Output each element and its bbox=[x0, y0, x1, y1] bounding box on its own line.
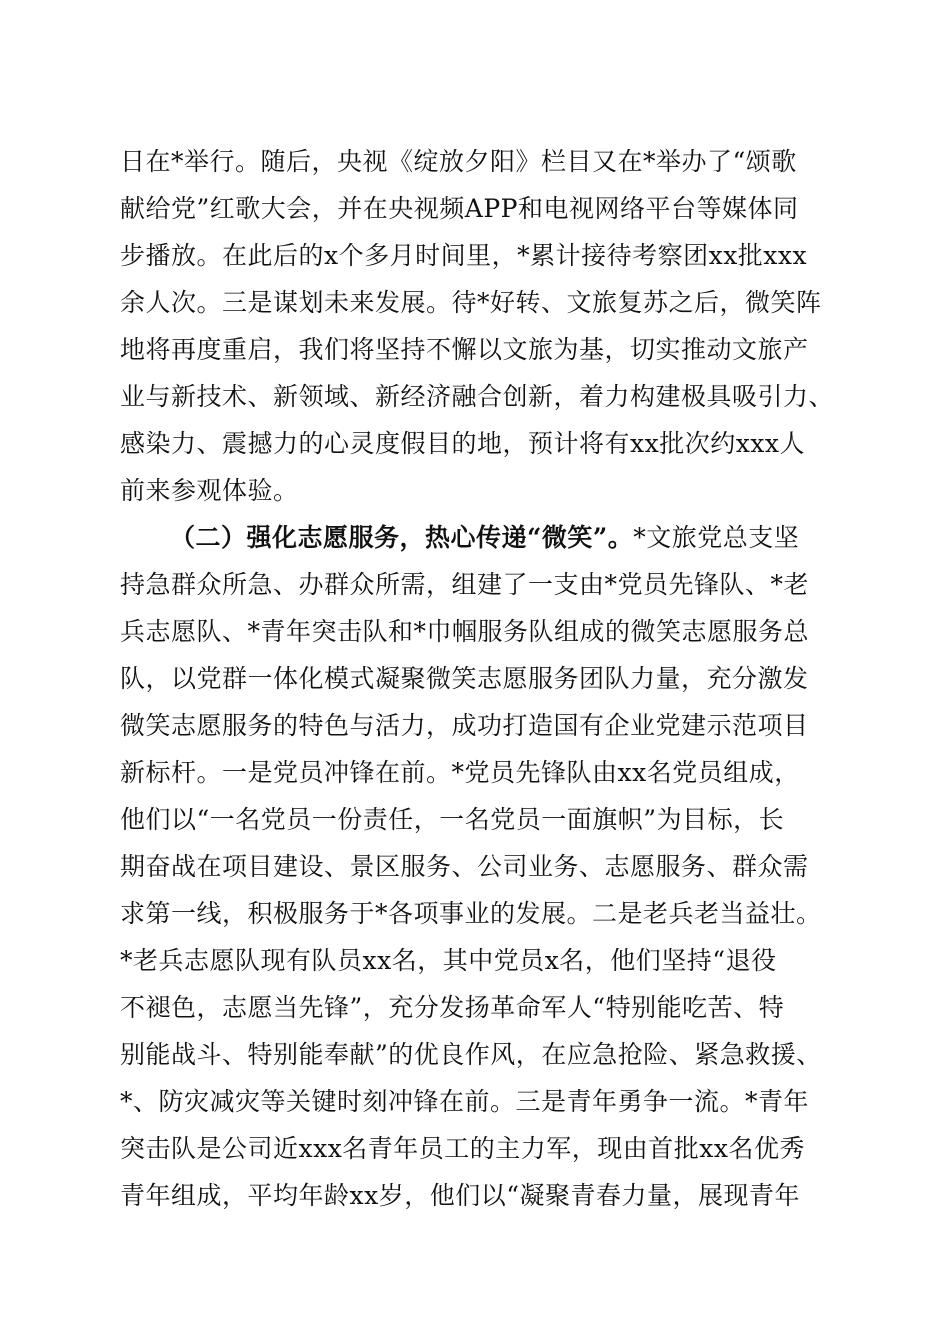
section-heading-continuation: *文旅党总支坚 bbox=[633, 523, 800, 552]
text-line: 献给党”红歌大会，并在央视频APP和电视网络平台等媒体同 bbox=[120, 194, 799, 223]
text-line: 队，以党群一体化模式凝聚微笑志愿服务团队力量，充分激发 bbox=[120, 664, 809, 693]
text-line: 前来参观体验。 bbox=[120, 476, 299, 505]
text-line: 突击队是公司近xxx名青年员工的主力军，现由首批xx名优秀 bbox=[120, 1134, 805, 1163]
text-line: 业与新技术、新领域、新经济融合创新，着力构建极具吸引力、 bbox=[120, 382, 835, 411]
text-line: 不褪色，志愿当先锋”，充分发扬革命军人“特别能吃苦、特 bbox=[120, 993, 785, 1022]
text-line: 别能战斗、特别能奉献”的优良作风，在应急抢险、紧急救援、 bbox=[120, 1040, 822, 1069]
text-line: 余人次。三是谋划未来发展。待*好转、文旅复苏之后，微笑阵 bbox=[120, 288, 822, 317]
section-heading-line bbox=[170, 518, 799, 558]
text-line: 持急群众所急、办群众所需，组建了一支由*党员先锋队、*老 bbox=[120, 570, 810, 599]
text-line: 日在*举行。随后，央视《绽放夕阳》栏目又在*举办了“颂歌 bbox=[120, 147, 797, 176]
text-line: 感染力、震撼力的心灵度假目的地，预计将有xx批次约xxx人 bbox=[120, 429, 805, 458]
text-line: 期奋战在项目建设、景区服务、公司业务、志愿服务、群众需 bbox=[120, 852, 809, 881]
text-line: *老兵志愿队现有队员xx名，其中党员x名，他们坚持“退役 bbox=[120, 946, 777, 975]
text-line: *、防灾减灾等关键时刻冲锋在前。三是青年勇争一流。*青年 bbox=[120, 1087, 810, 1116]
text-line: 他们以“一名党员一份责任，一名党员一面旗帜”为目标，长 bbox=[120, 805, 785, 834]
section-heading: （二）强化志愿服务，热心传递“微笑”。 bbox=[170, 523, 634, 552]
text-line: 新标杆。一是党员冲锋在前。*党员先锋队由xx名党员组成， bbox=[120, 758, 800, 787]
text-line: 青年组成，平均年龄xx岁，他们以“凝聚青春力量，展现青年 bbox=[120, 1181, 800, 1210]
text-line: 步播放。在此后的x个多月时间里，*累计接待考察团xx批xxx bbox=[120, 241, 808, 270]
text-line: 地将再度重启，我们将坚持不懈以文旅为基，切实推动文旅产 bbox=[120, 335, 809, 364]
text-line: 兵志愿队、*青年突击队和*巾帼服务队组成的微笑志愿服务总 bbox=[120, 617, 810, 646]
text-line: 求第一线，积极服务于*各项事业的发展。二是老兵老当益壮。 bbox=[120, 899, 822, 928]
text-line: 微笑志愿服务的特色与活力，成功打造国有企业党建示范项目 bbox=[120, 711, 809, 740]
